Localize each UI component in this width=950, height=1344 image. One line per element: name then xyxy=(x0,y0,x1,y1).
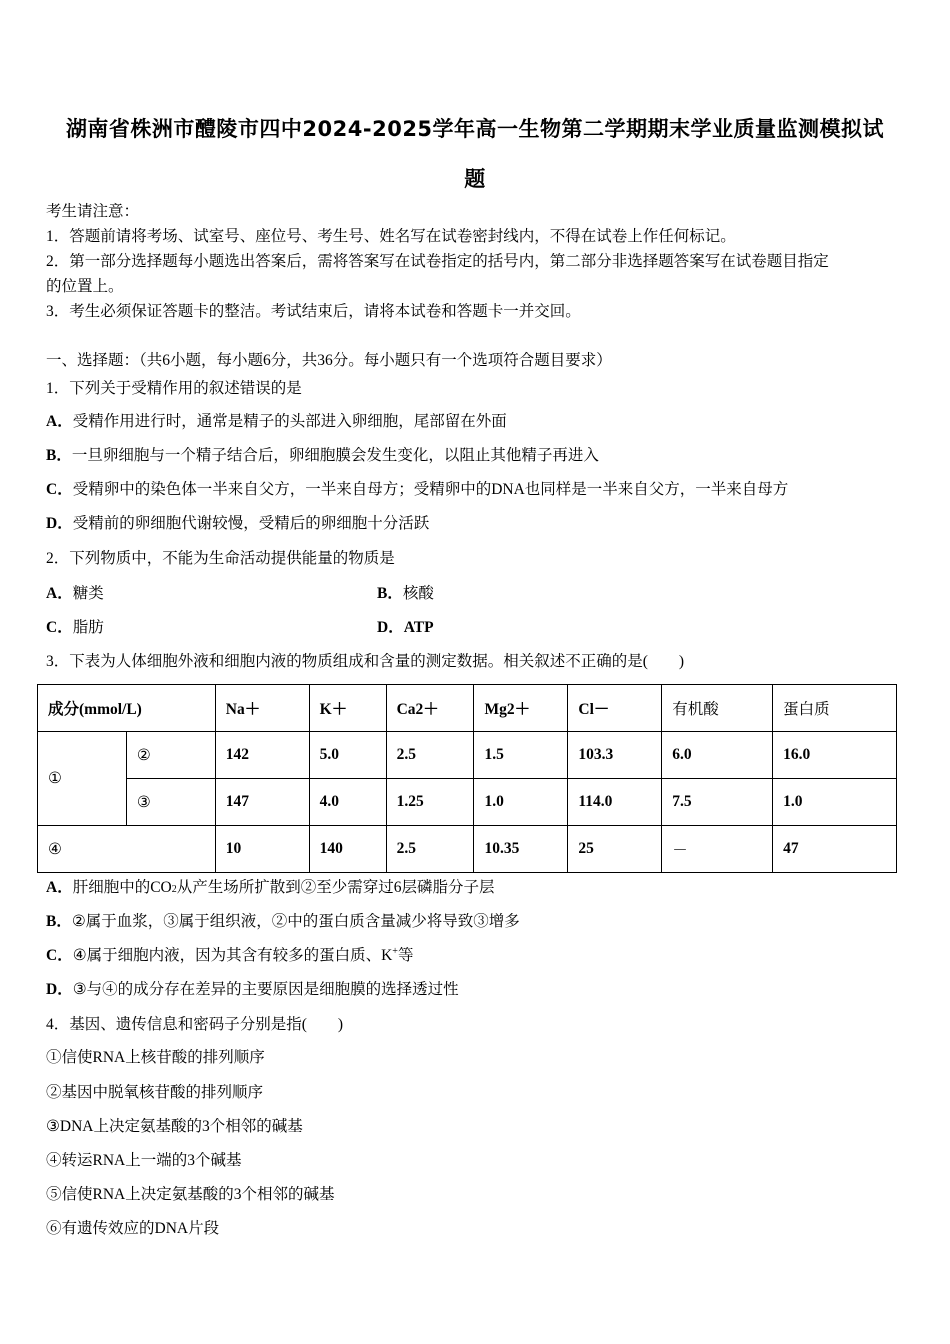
table-cell: 142 xyxy=(215,732,309,779)
table-cell: 10.35 xyxy=(474,826,568,873)
option-label: C． xyxy=(46,947,73,964)
table-header-cell: K＋ xyxy=(309,685,386,732)
subscript: 2 xyxy=(171,884,177,895)
table-cell: 6.0 xyxy=(662,732,773,779)
table-cell: 1.25 xyxy=(386,779,474,826)
q2-option-a xyxy=(46,584,104,604)
notice-item: 3．考生必须保证答题卡的整洁。考试结束后，请将本试卷和答题卡一并交回。 xyxy=(46,303,581,320)
table-row-label: ④ xyxy=(38,826,216,873)
option-label: C． xyxy=(46,481,73,498)
option-text: 一旦卵细胞与一个精子结合后，卵细胞膜会发生变化，以阻止其他精子再进入 xyxy=(71,447,599,464)
table-cell: 25 xyxy=(568,826,662,873)
table-cell: 1.5 xyxy=(474,732,568,779)
table-header-cell: Ca2＋ xyxy=(386,685,474,732)
table-cell: 103.3 xyxy=(568,732,662,779)
option-text: ATP xyxy=(403,619,434,636)
q4-item: ⑤信使RNA上决定氨基酸的3个相邻的碱基 xyxy=(46,1186,335,1203)
table-cell: 147 xyxy=(215,779,309,826)
q4-item: ④转运RNA上一端的3个碱基 xyxy=(46,1152,242,1169)
q3-option-c xyxy=(46,946,906,966)
q3-option-a xyxy=(46,878,906,900)
notice-item: 1．答题前请将考场、试室号、座位号、考生号、姓名写在试卷密封线内，不得在试卷上作任何标记。 xyxy=(46,228,736,245)
table-cell: 2.5 xyxy=(386,732,474,779)
question-2-stem: 2．下列物质中，不能为生命活动提供能量的物质是 xyxy=(46,550,395,567)
q1-option-b xyxy=(46,446,906,466)
notice-heading: 考生请注意： xyxy=(46,203,140,220)
table-cell: 47 xyxy=(773,826,897,873)
q1-option-d xyxy=(46,514,906,534)
table-cell: 1.0 xyxy=(474,779,568,826)
table-row xyxy=(38,779,897,826)
option-label: B． xyxy=(46,913,72,930)
q3-option-d xyxy=(46,980,906,1000)
table-header-cell: Cl－ xyxy=(568,685,662,732)
exam-title: 湖南省株洲市醴陵市四中2024-2025学年高一生物第二学期期末学业质量监测模拟试 xyxy=(65,117,885,141)
option-text: 受精卵中的染色体一半来自父方，一半来自母方；受精卵中的DNA也同样是一半来自父方，一半来自母方 xyxy=(72,481,789,498)
option-label: D． xyxy=(377,619,404,636)
option-text: 脂肪 xyxy=(72,619,104,636)
option-label: D． xyxy=(46,515,73,532)
q3-option-b xyxy=(46,912,906,932)
option-label: A． xyxy=(46,879,73,896)
table-header-cell: Na＋ xyxy=(215,685,309,732)
q4-item: ⑥有遗传效应的DNA片段 xyxy=(46,1220,220,1237)
table-row-label: ② xyxy=(126,732,215,779)
composition-table xyxy=(37,684,897,873)
q4-item: ③DNA上决定氨基酸的3个相邻的碱基 xyxy=(46,1118,303,1135)
table-cell: 4.0 xyxy=(309,779,386,826)
table-cell: 2.5 xyxy=(386,826,474,873)
table-header-cell: 成分(mmol/L) xyxy=(38,685,216,732)
exam-title-continued: 题 xyxy=(464,167,486,191)
section-heading: 一、选择题：（共6小题，每小题6分，共36分。每小题只有一个选项符合题目要求） xyxy=(46,352,612,369)
option-label: B． xyxy=(377,585,403,602)
option-text: ②属于血浆，③属于组织液，②中的蛋白质含量减少将导致③增多 xyxy=(71,913,520,930)
table-cell: 114.0 xyxy=(568,779,662,826)
question-1-stem: 1．下列关于受精作用的叙述错误的是 xyxy=(46,380,302,397)
table-header-cell: 有机酸 xyxy=(662,685,773,732)
option-text: 从产生场所扩散到②至少需穿过6层磷脂分子层 xyxy=(176,879,495,896)
q1-option-c xyxy=(46,480,906,500)
option-text: 糖类 xyxy=(72,585,104,602)
option-label: D． xyxy=(46,981,73,998)
option-label: B． xyxy=(46,447,72,464)
q2-option-d xyxy=(377,618,434,638)
table-header-cell: Mg2＋ xyxy=(474,685,568,732)
table-cell: 7.5 xyxy=(662,779,773,826)
option-text: 肝细胞中的CO xyxy=(72,879,172,896)
q2-option-c xyxy=(46,618,104,638)
option-label: C． xyxy=(46,619,73,636)
q1-option-a xyxy=(46,412,906,432)
table-cell: － xyxy=(662,826,773,873)
superscript: + xyxy=(392,945,398,957)
option-text: 等 xyxy=(397,947,414,964)
option-text: ③与④的成分存在差异的主要原因是细胞膜的选择透过性 xyxy=(72,981,459,998)
table-cell: 140 xyxy=(309,826,386,873)
option-label: A． xyxy=(46,413,73,430)
q4-item: ①信使RNA上核苷酸的排列顺序 xyxy=(46,1049,265,1066)
table-header-cell: 蛋白质 xyxy=(773,685,897,732)
notice-item: 的位置上。 xyxy=(46,278,124,295)
q4-item: ②基因中脱氧核苷酸的排列顺序 xyxy=(46,1084,264,1101)
q2-option-b xyxy=(377,584,434,604)
table-cell: 10 xyxy=(215,826,309,873)
table-row xyxy=(38,732,897,779)
table-cell: 5.0 xyxy=(309,732,386,779)
table-group-label: ① xyxy=(38,732,127,826)
table-header-row xyxy=(38,685,897,732)
question-3-stem: 3．下表为人体细胞外液和细胞内液的物质组成和含量的测定数据。相关叙述不正确的是( ) xyxy=(46,653,685,670)
option-label: A． xyxy=(46,585,73,602)
notice-item: 2．第一部分选择题每小题选出答案后，需将答案写在试卷指定的括号内，第二部分非选择题答案写在试卷题目指定 xyxy=(46,253,829,270)
option-text: ④属于细胞内液，因为其含有较多的蛋白质、K xyxy=(72,947,393,964)
table-row xyxy=(38,826,897,873)
option-text: 受精作用进行时，通常是精子的头部进入卵细胞，尾部留在外面 xyxy=(72,413,507,430)
option-text: 核酸 xyxy=(402,585,434,602)
table-cell: 1.0 xyxy=(773,779,897,826)
table-row-label: ③ xyxy=(126,779,215,826)
table-cell: 16.0 xyxy=(773,732,897,779)
question-4-stem: 4．基因、遗传信息和密码子分别是指( ) xyxy=(46,1016,344,1033)
option-text: 受精前的卵细胞代谢较慢，受精后的卵细胞十分活跃 xyxy=(72,515,430,532)
